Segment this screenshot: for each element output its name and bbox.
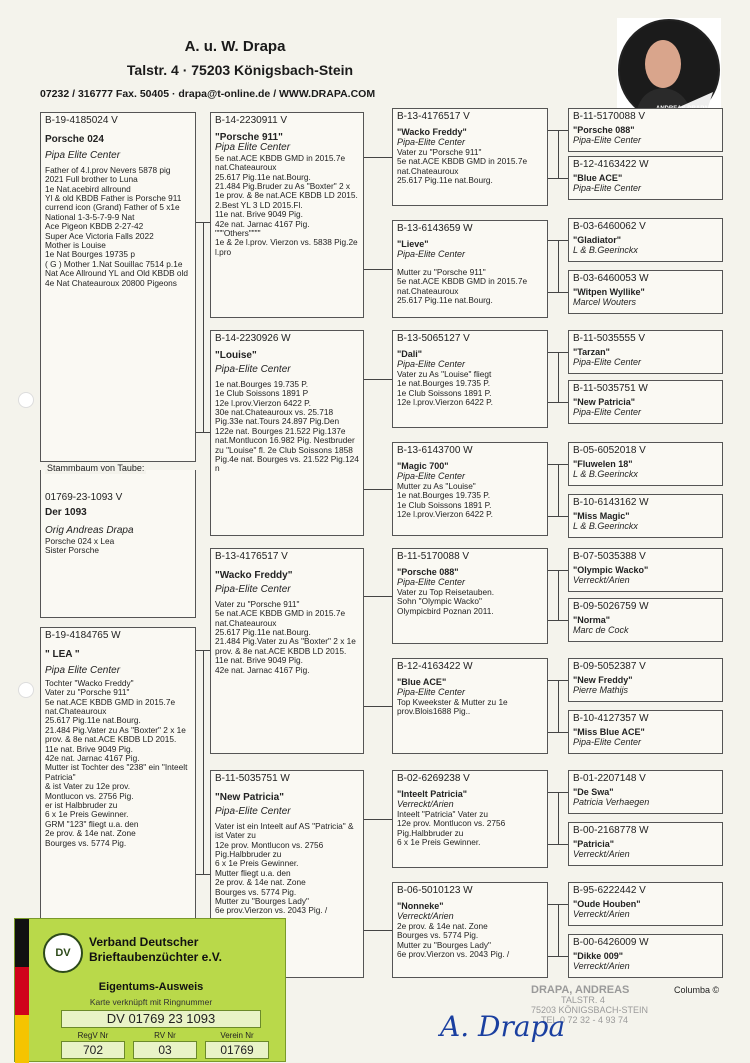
connector (548, 732, 568, 733)
ggp-box-7 (392, 770, 548, 868)
gggp-origin: Pipa-Elite Center (573, 737, 642, 748)
ggp-name: "Lieve" (397, 238, 429, 249)
ggp-origin: Verreckt/Arien (397, 911, 454, 922)
ggp-ring: B-13-5065127 V (397, 333, 470, 344)
punch-hole (18, 682, 34, 698)
father-name: Porsche 024 (45, 133, 104, 145)
flag-stripe (15, 919, 29, 967)
breeder-address: Talstr. 4 · 75203 Königsbach-Stein (126, 62, 354, 78)
gp-ring: B-14-2230911 V (215, 115, 288, 126)
ggp-text: Top Kweekster & Mutter zu 1e prov.Blois1688 Pig.. (397, 696, 508, 717)
gggp-name: "Patricia" (573, 838, 615, 849)
ggp-name: "Dali" (397, 348, 423, 359)
connector (203, 222, 204, 433)
card-verein-field: 01769 (205, 1041, 269, 1059)
father-box (40, 112, 196, 462)
gggp-ring: B-00-2168778 W (573, 825, 649, 836)
gggp-origin: Verreckt/Arien (573, 961, 630, 972)
connector (558, 680, 559, 732)
gggp-box (568, 548, 723, 592)
stamp-line: 75203 KÖNIGSBACH-STEIN (531, 1005, 649, 1015)
ggp-ring: B-02-6269238 V (397, 773, 470, 784)
gggp-origin: Verreckt/Arien (573, 849, 630, 860)
gggp-box (568, 710, 723, 754)
gp-origin: Pipa-Elite Center (215, 364, 291, 376)
card-logo (43, 933, 83, 973)
gp-text: 5e nat.ACE KBDB GMD in 2015.7e nat.Chateauroux 25.617 Pig.11e nat.Bourg. 21.484 Pig.Bruder zu As "Boxter" 2 x 1e prov. & 8e nat.ACE KBDB LD 2015. 2.Best YL 3 LD 2015.Fl. 11e nat. Brive 9049 Pig. 42e nat. Jarnac 4167 Pig. """Others"""" 1e & 2e l.prov. Vierzon vs. 5838 Pig.2e l.pro (215, 152, 358, 257)
gggp-box (568, 156, 723, 200)
gggp-name: "New Patricia" (573, 396, 636, 407)
gggp-ring: B-11-5035751 W (573, 383, 648, 394)
gggp-box (568, 380, 723, 424)
gggp-ring: B-12-4163422 W (573, 159, 649, 170)
ggp-name: "Magic 700" (397, 460, 449, 471)
connector (364, 489, 392, 490)
gggp-origin: Pipa-Elite Center (573, 183, 642, 194)
gggp-name: "Norma" (573, 614, 611, 625)
connector (548, 516, 568, 517)
ggp-box-4 (392, 442, 548, 536)
ggp-ring: B-06-5010123 W (397, 885, 473, 896)
card-subtitle: Karte verknüpft mit Ringnummer (89, 997, 213, 1007)
gggp-name: "Blue ACE" (573, 172, 623, 183)
gggp-name: "Fluwelen 18" (573, 458, 633, 469)
bird-caption: Stammbaum von Taube: (47, 463, 145, 473)
gggp-box (568, 822, 723, 866)
gggp-origin: Pipa-Elite Center (573, 357, 642, 368)
connector (558, 904, 559, 956)
gggp-origin: Patricia Verhaegen (573, 797, 650, 808)
gggp-box (568, 270, 723, 314)
ggp-origin: Pipa-Elite Center (397, 687, 466, 698)
gggp-origin: Marcel Wouters (573, 297, 637, 308)
gggp-origin: L & B.Geerinckx (573, 469, 638, 480)
connector (548, 292, 568, 293)
ggp-origin: Pipa-Elite Center (397, 577, 466, 588)
ggp-ring: B-13-6143659 W (397, 223, 473, 234)
gp-box-3 (210, 548, 364, 754)
connector (558, 352, 559, 402)
gp-ring: B-14-2230926 W (215, 333, 291, 344)
stamp-line: TEL.0 72 32 - 4 93 74 (541, 1015, 629, 1025)
ownership-card (14, 918, 286, 1062)
gggp-origin: Verreckt/Arien (573, 575, 630, 586)
gggp-ring: B-11-5035555 V (573, 333, 646, 344)
connector (364, 157, 392, 158)
bird-origin: Orig Andreas Drapa (45, 525, 134, 537)
mother-ring: B-19-4184765 W (45, 630, 121, 641)
bird-parents: Porsche 024 x Lea Sister Porsche (45, 535, 115, 556)
gggp-ring: B-01-2207148 V (573, 773, 646, 784)
gggp-name: "Witpen Wyllike" (573, 286, 645, 297)
card-org: Brieftaubenzüchter e.V. (89, 950, 222, 964)
card-label: RegV Nr (77, 1031, 109, 1040)
connector (558, 792, 559, 844)
stamp-line: TALSTR. 4 (561, 995, 605, 1005)
gggp-box (568, 494, 723, 538)
connector (364, 819, 392, 820)
connector (558, 240, 559, 292)
ggp-text: Inteelt "Patricia" Vater zu 12e prov. Montlucon vs. 2756 Pig.Halbbruder zu 6 x 1e Preis Gewinner. (397, 808, 506, 847)
ggp-text: Mutter zu As "Louise" 1e nat.Bourges 19.735 P. 1e Club Soissons 1891 P. 12e l.prov.Vierzon 6422 P. (397, 480, 493, 519)
gp-name: "Wacko Freddy" (215, 569, 293, 581)
gggp-name: "Miss Blue ACE" (573, 726, 645, 737)
gp-text: Vater ist ein Inteelt auf AS "Patricia" & ist Vater zu 12e prov. Montlucon vs. 2756 Pig.Halbbruder zu 6 x 1e Preis Gewinner. Mutter fliegt u.a. den 2e prov. & 14e nat. Zone Bourges vs. 5774 Pig. Mutter zu "Bourges Lady" 6e prov.Vierzon vs. 2043 Pig. / (215, 820, 354, 916)
bird-name: Der 1093 (45, 506, 87, 518)
ggp-name: "Porsche 088" (397, 566, 459, 577)
ggp-ring: B-13-6143700 W (397, 445, 473, 456)
gggp-origin: Pipa-Elite Center (573, 135, 642, 146)
mother-origin: Pipa Elite Center (45, 665, 121, 677)
connector (364, 596, 392, 597)
connector (548, 956, 568, 957)
ggp-origin: Pipa-Elite Center (397, 359, 466, 370)
card-label: Verein Nr (220, 1031, 254, 1040)
gggp-ring: B-03-6460062 V (573, 221, 646, 232)
gggp-name: "Tarzan" (573, 346, 610, 357)
gggp-name: "Olympic Wacko" (573, 564, 649, 575)
ggp-box-3 (392, 330, 548, 428)
connector (364, 930, 392, 931)
gggp-box (568, 770, 723, 814)
ggp-text: Mutter zu "Porsche 911" 5e nat.ACE KBDB GMD in 2015.7e nat.Chateauroux 25.617 Pig.11e nat.Bourg. (397, 266, 528, 305)
gggp-box (568, 598, 723, 642)
gp-origin: Pipa-Elite Center (215, 806, 291, 818)
gggp-box (568, 658, 723, 702)
gggp-origin: Pipa-Elite Center (573, 407, 642, 418)
gggp-ring: B-05-6052018 V (573, 445, 646, 456)
gggp-name: "Gladiator" (573, 234, 622, 245)
gp-name: "New Patricia" (215, 791, 284, 803)
gggp-ring: B-09-5052387 V (573, 661, 646, 672)
connector (364, 379, 392, 380)
gp-name: "Louise" (215, 349, 257, 361)
card-org: Verband Deutscher (89, 935, 199, 949)
connector (548, 402, 568, 403)
gggp-box (568, 442, 723, 486)
gggp-name: "Dikke 009" (573, 950, 624, 961)
mother-name: " LEA " (45, 648, 80, 660)
gp-box-1 (210, 112, 364, 318)
father-origin: Pipa Elite Center (45, 150, 121, 162)
gggp-ring: B-10-4127357 W (573, 713, 649, 724)
father-text: Father of 4.l.prov Nevers 5878 pig 2021 Full brother to Luna 1e Nat.acebird allround Yl & old KBDB Father is Porsche 911 currend icon (Grand) Father of 5 x1e National 1-3-5-7-9-9 Nat Ace Pigeon KBDB 2-27-42 Super Ace Victoria Falls 2022 Mother is Louise 1e Nat Bourges 19735 p ( G ) Mother 1.Nat Souillac 7514 p.1e Nat Ace Allround YL and Old KBDB old 4e Nat Chateauroux 20800 Pigeons (45, 164, 188, 288)
breeder-contact: 07232 / 316777 Fax. 50405 · drapa@t-online.de / WWW.DRAPA.COM (40, 88, 376, 100)
gp-ring: B-11-5035751 W (215, 773, 290, 784)
gggp-box (568, 330, 723, 374)
breeder-logo (617, 18, 721, 122)
gggp-box (568, 934, 723, 978)
gggp-origin: Pierre Mathijs (573, 685, 629, 696)
connector (203, 650, 204, 875)
gp-origin: Pipa-Elite Center (215, 584, 291, 596)
connector (558, 570, 559, 620)
gggp-origin: L & B.Geerinckx (573, 521, 638, 532)
ggp-box-5 (392, 548, 548, 644)
bird-ring: 01769-23-1093 V (45, 492, 123, 503)
gggp-box (568, 108, 723, 152)
father-ring: B-19-4185024 V (45, 115, 118, 126)
gggp-name: "De Swa" (573, 786, 614, 797)
ggp-name: "Inteelt Patricia" (397, 788, 468, 799)
mother-text: Tochter "Wacko Freddy" Vater zu "Porsche 911" 5e nat.ACE KBDB GMD in 2015.7e nat.Chateauroux 25.617 Pig.11e nat.Bourg. 21.484 Pig.Vater zu As "Boxter" 2 x 1e prov. & 8e nat.ACE KBDB LD 2015. 11e nat. Brive 9049 Pig. 42e nat. Jarnac 4167 Pig. Mutter ist Tochter des "238" ein "Inteelt Patricia" & ist Vater zu 12e prov. Montlucon vs. 2756 Pig. er ist Halbbruder zu 6 x 1e Preis Gewinner. GRM "123" fliegt u.a. den 2e prov. & 14e nat. Zone Bourges vs. 5774 Pig. (45, 677, 188, 848)
breeder-name: A. u. W. Drapa (184, 38, 286, 55)
gggp-origin: Verreckt/Arien (573, 909, 630, 920)
ggp-ring: B-13-4176517 V (397, 111, 470, 122)
connector (558, 130, 559, 178)
gp-text: 1e nat.Bourges 19.735 P. 1e Club Soissons 1891 P 12e l.prov.Vierzon 6422 P. 30e nat.Chateauroux vs. 25.718 Pig.33e nat.Tours 24.897 Pig.Den 122e nat. Bourges 21.522 Pig.137e nat.Montlucon 16.982 Pig. Nestbruder zu "Louise" fl. 2e Club Soissons 1858 Pig.4e nat. Bourges vs. 21.522 Pig.124 n (215, 378, 359, 474)
ggp-name: "Nonneke" (397, 900, 444, 911)
card-title: Eigentums-Ausweis (98, 981, 204, 993)
gggp-ring: B-95-6222442 V (573, 885, 646, 896)
ggp-text: Vater zu Top Reisetauben. Sohn "Olympic Wacko" Olympicbird Poznan 2011. (397, 586, 495, 616)
ggp-ring: B-12-4163422 W (397, 661, 473, 672)
connector (548, 844, 568, 845)
ggp-box-2 (392, 220, 548, 318)
signature: A. Drapa (440, 1010, 566, 1043)
gggp-ring: B-11-5170088 V (573, 111, 646, 122)
gp-name: "Porsche 911" (215, 131, 283, 143)
bird-box (40, 463, 196, 618)
ggp-text: Vater zu "Porsche 911" 5e nat.ACE KBDB GMD in 2015.7e nat.Chateauroux 25.617 Pig.11e nat.Bourg. (397, 146, 528, 185)
ggp-origin: Pipa-Elite Center (397, 471, 466, 482)
gggp-ring: B-00-6426009 W (573, 937, 649, 948)
ggp-origin: Pipa-Elite Center (397, 249, 466, 260)
mother-box (40, 627, 196, 927)
card-logo-text: DV (55, 947, 71, 959)
connector (364, 706, 392, 707)
gp-origin: Pipa Elite Center (215, 142, 291, 154)
gggp-name: "Porsche 088" (573, 124, 635, 135)
gp-box-2 (210, 330, 364, 536)
gggp-box (568, 882, 723, 926)
connector (548, 620, 568, 621)
connector (548, 178, 568, 179)
card-ring-field: DV 01769 23 1093 (61, 1010, 261, 1028)
connector (364, 269, 392, 270)
ggp-origin: Verreckt/Arien (397, 799, 454, 810)
ggp-box-8 (392, 882, 548, 978)
stamp-line: DRAPA, ANDREAS (531, 984, 630, 996)
ggp-ring: B-11-5170088 V (397, 551, 470, 562)
gggp-ring: B-03-6460053 W (573, 273, 649, 284)
gggp-origin: Marc de Cock (573, 625, 629, 636)
ggp-text: 2e prov. & 14e nat. Zone Bourges vs. 5774 Pig. Mutter zu "Bourges Lady" 6e prov.Vierzon vs. 2043 Pig. / (397, 920, 510, 959)
gggp-name: "Oude Houben" (573, 898, 641, 909)
ggp-box-1 (392, 108, 548, 206)
gggp-ring: B-10-6143162 W (573, 497, 649, 508)
gggp-box (568, 218, 723, 262)
ggp-name: "Wacko Freddy" (397, 126, 467, 137)
flag-stripe (15, 1015, 29, 1063)
gggp-origin: L & B.Geerinckx (573, 245, 638, 256)
columba-label: Columba © (674, 985, 720, 995)
gggp-name: "Miss Magic" (573, 510, 630, 521)
card-label: RV Nr (154, 1031, 176, 1040)
card-rv-field: 03 (133, 1041, 197, 1059)
ggp-origin: Pipa-Elite Center (397, 137, 466, 148)
punch-hole (18, 392, 34, 408)
connector (558, 464, 559, 516)
gggp-name: "New Freddy" (573, 674, 633, 685)
ggp-text: Vater zu As "Louise" fliegt 1e nat.Bourges 19.735 P. 1e Club Soissons 1891 P. 12e l.prov.Vierzon 6422 P. (397, 368, 493, 407)
gp-text: Vater zu "Porsche 911" 5e nat.ACE KBDB GMD in 2015.7e nat.Chateauroux 25.617 Pig.11e nat.Bourg. 21.484 Pig.Vater zu As "Boxter" 2 x 1e prov. & 8e nat.ACE KBDB LD 2015. 11e nat. Brive 9049 Pig. 42e nat. Jarnac 4167 Pig. (215, 598, 356, 675)
gggp-ring: B-07-5035388 V (573, 551, 646, 562)
ggp-name: "Blue ACE" (397, 676, 447, 687)
gggp-ring: B-09-5026759 W (573, 601, 649, 612)
card-regv-field: 702 (61, 1041, 125, 1059)
ggp-box-6 (392, 658, 548, 754)
gp-ring: B-13-4176517 V (215, 551, 288, 562)
